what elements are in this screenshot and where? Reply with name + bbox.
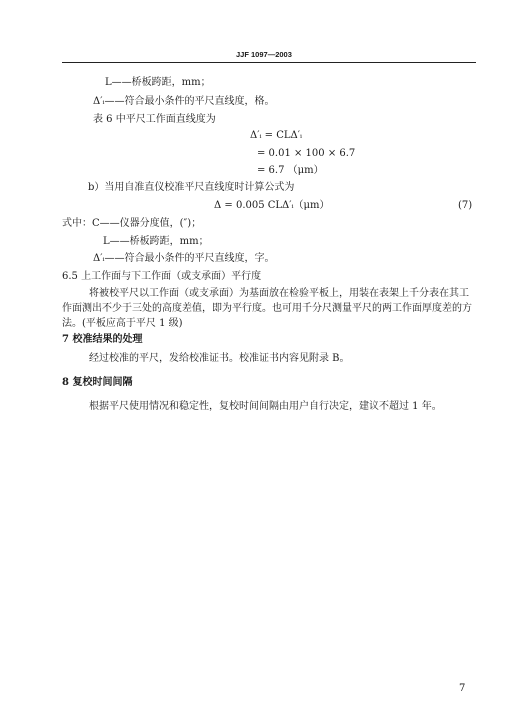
table-intro: 表 6 中平尺工作面直线度为 <box>93 114 216 125</box>
where-delta: Δ′ᵢ——符合最小条件的平尺直线度，字。 <box>93 253 275 264</box>
calc-line-2: = 0.01 × 100 × 6.7 <box>257 148 356 159</box>
def-delta: Δ′ᵢ——符合最小条件的平尺直线度，格。 <box>93 96 275 107</box>
section-6-5-body: 将被校平尺以工作面（或支承面）为基面放在检验平板上，用装在表架上千分表在其工作面测出不少于三处的高度差值，即为平行度。也可用千分尺测量平尺的两工作面厚度差的方法。(平板应高于平尺 1 级) <box>62 288 472 329</box>
document-code: JJF 1097—2003 <box>236 50 292 59</box>
section-8-heading: 8 复校时间间隔 <box>62 377 133 388</box>
section-7-heading: 7 校准结果的处理 <box>62 334 143 345</box>
where-C: 式中：C——仪器分度值，(″)； <box>62 218 202 229</box>
calc-line-1: Δ′ᵢ = CLΔ′ᵢ <box>250 130 303 141</box>
b-intro: b）当用自准直仪校准平尺直线度时计算公式为 <box>88 182 295 193</box>
def-L: L——桥板跨距，mm； <box>105 77 211 88</box>
calc-line-3: = 6.7 （μm） <box>257 165 324 176</box>
formula: Δ = 0.005 CLΔ′ᵢ（μm） <box>214 200 330 211</box>
section-8-body: 根据平尺使用情况和稳定性，复校时间间隔由用户自行决定，建议不超过 1 年。 <box>89 401 442 412</box>
section-6-5-heading: 6.5 上工作面与下工作面（或支承面）平行度 <box>62 271 262 282</box>
page-number: 7 <box>459 683 466 694</box>
formula-number: (7) <box>458 200 473 211</box>
section-7-body: 经过校准的平尺，发给校准证书。校准证书内容见附录 B。 <box>89 353 350 364</box>
header-rule <box>62 62 476 63</box>
where-L: L——桥板跨距，mm； <box>103 236 209 247</box>
